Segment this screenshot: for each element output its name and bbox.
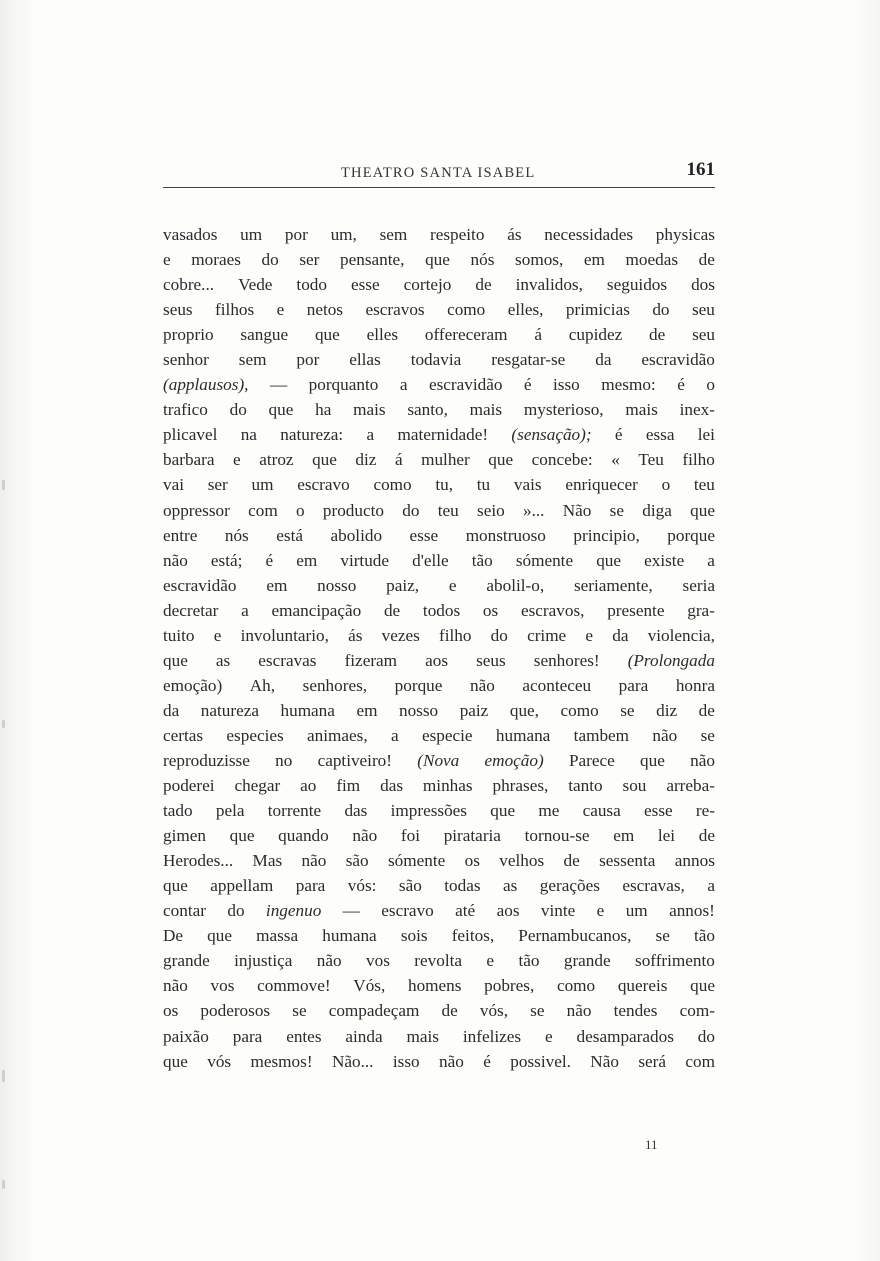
page-edge-mark bbox=[2, 1180, 5, 1189]
page-header bbox=[163, 158, 715, 186]
text-line: contar do ingenuo — escravo até aos vinte e um annos! bbox=[163, 901, 715, 921]
text-line: vasados um por um, sem respeito ás necessidades physicas bbox=[163, 225, 715, 244]
text-line: e moraes do ser pensante, que nós somos, em moedas de bbox=[163, 250, 715, 270]
text-line: (applausos), — porquanto a escravidão é isso mesmo: é o bbox=[163, 375, 715, 395]
text-line: não vos commove! Vós, homens pobres, como quereis que bbox=[163, 976, 715, 996]
text-line: proprio sangue que elles offereceram á cupidez de seu bbox=[163, 325, 715, 345]
text-line: trafico do que ha mais santo, mais mysterioso, mais inex- bbox=[163, 400, 715, 420]
text-line: seus filhos e netos escravos como elles, primicias do seu bbox=[163, 300, 715, 320]
page-number: 161 bbox=[686, 159, 715, 180]
text-line: vai ser um escravo como tu, tu vais enriquecer o teu bbox=[163, 475, 715, 495]
text-line: escravidão em nosso paiz, e abolil-o, seriamente, seria bbox=[163, 575, 715, 595]
signature-mark: 11 bbox=[645, 1137, 658, 1152]
page-edge-mark bbox=[2, 480, 5, 490]
text-line: não está; é em virtude d'elle tão sómente que existe a bbox=[163, 550, 715, 570]
body-text bbox=[163, 222, 715, 1074]
running-head: THEATRO SANTA ISABEL bbox=[341, 165, 536, 181]
text-line: tado pela torrente das impressões que me causa esse re- bbox=[163, 801, 715, 821]
text-line: tuito e involuntario, ás vezes filho do crime e da violencia, bbox=[163, 625, 715, 645]
text-line: oppressor com o producto do teu seio »... Não se diga que bbox=[163, 500, 715, 520]
text-line: Herodes... Mas não são sómente os velhos de sessenta annos bbox=[163, 851, 715, 871]
text-line: poderei chegar ao fim das minhas phrases, tanto sou arreba- bbox=[163, 776, 715, 796]
page-edge-mark bbox=[2, 720, 5, 728]
text-line: cobre... Vede todo esse cortejo de invalidos, seguidos dos bbox=[163, 275, 715, 295]
header-rule bbox=[163, 187, 715, 188]
text-line: paixão para entes ainda mais infelizes e desamparados do bbox=[163, 1026, 715, 1046]
text-line: De que massa humana sois feitos, Pernambucanos, se tão bbox=[163, 926, 715, 946]
text-line: emoção) Ah, senhores, porque não aconteceu para honra bbox=[163, 675, 715, 695]
text-line: reproduzisse no captiveiro! (Nova emoção) Parece que não bbox=[163, 750, 715, 770]
text-line: certas especies animaes, a especie humana tambem não se bbox=[163, 725, 715, 745]
text-line: que as escravas fizeram aos seus senhores! (Prolongada bbox=[163, 650, 715, 670]
text-line: que vós mesmos! Não... isso não é possivel. Não será com bbox=[163, 1051, 715, 1071]
text-line: decretar a emancipação de todos os escravos, presente gra- bbox=[163, 600, 715, 620]
page-edge-mark bbox=[2, 1070, 5, 1082]
text-line: senhor sem por ellas todavia resgatar-se da escravidão bbox=[163, 350, 715, 370]
text-line: que appellam para vós: são todas as gerações escravas, a bbox=[163, 876, 715, 896]
text-line: barbara e atroz que diz á mulher que concebe: « Teu filho bbox=[163, 450, 715, 470]
text-line: grande injustiça não vos revolta e tão grande soffrimento bbox=[163, 951, 715, 971]
text-line: entre nós está abolido esse monstruoso principio, porque bbox=[163, 525, 715, 545]
text-line: da natureza humana em nosso paiz que, como se diz de bbox=[163, 700, 715, 720]
text-line: gimen que quando não foi pirataria tornou-se em lei de bbox=[163, 826, 715, 846]
text-line: plicavel na natureza: a maternidade! (sensação); é essa lei bbox=[163, 425, 715, 445]
text-line: os poderosos se compadeçam de vós, se não tendes com- bbox=[163, 1001, 715, 1021]
